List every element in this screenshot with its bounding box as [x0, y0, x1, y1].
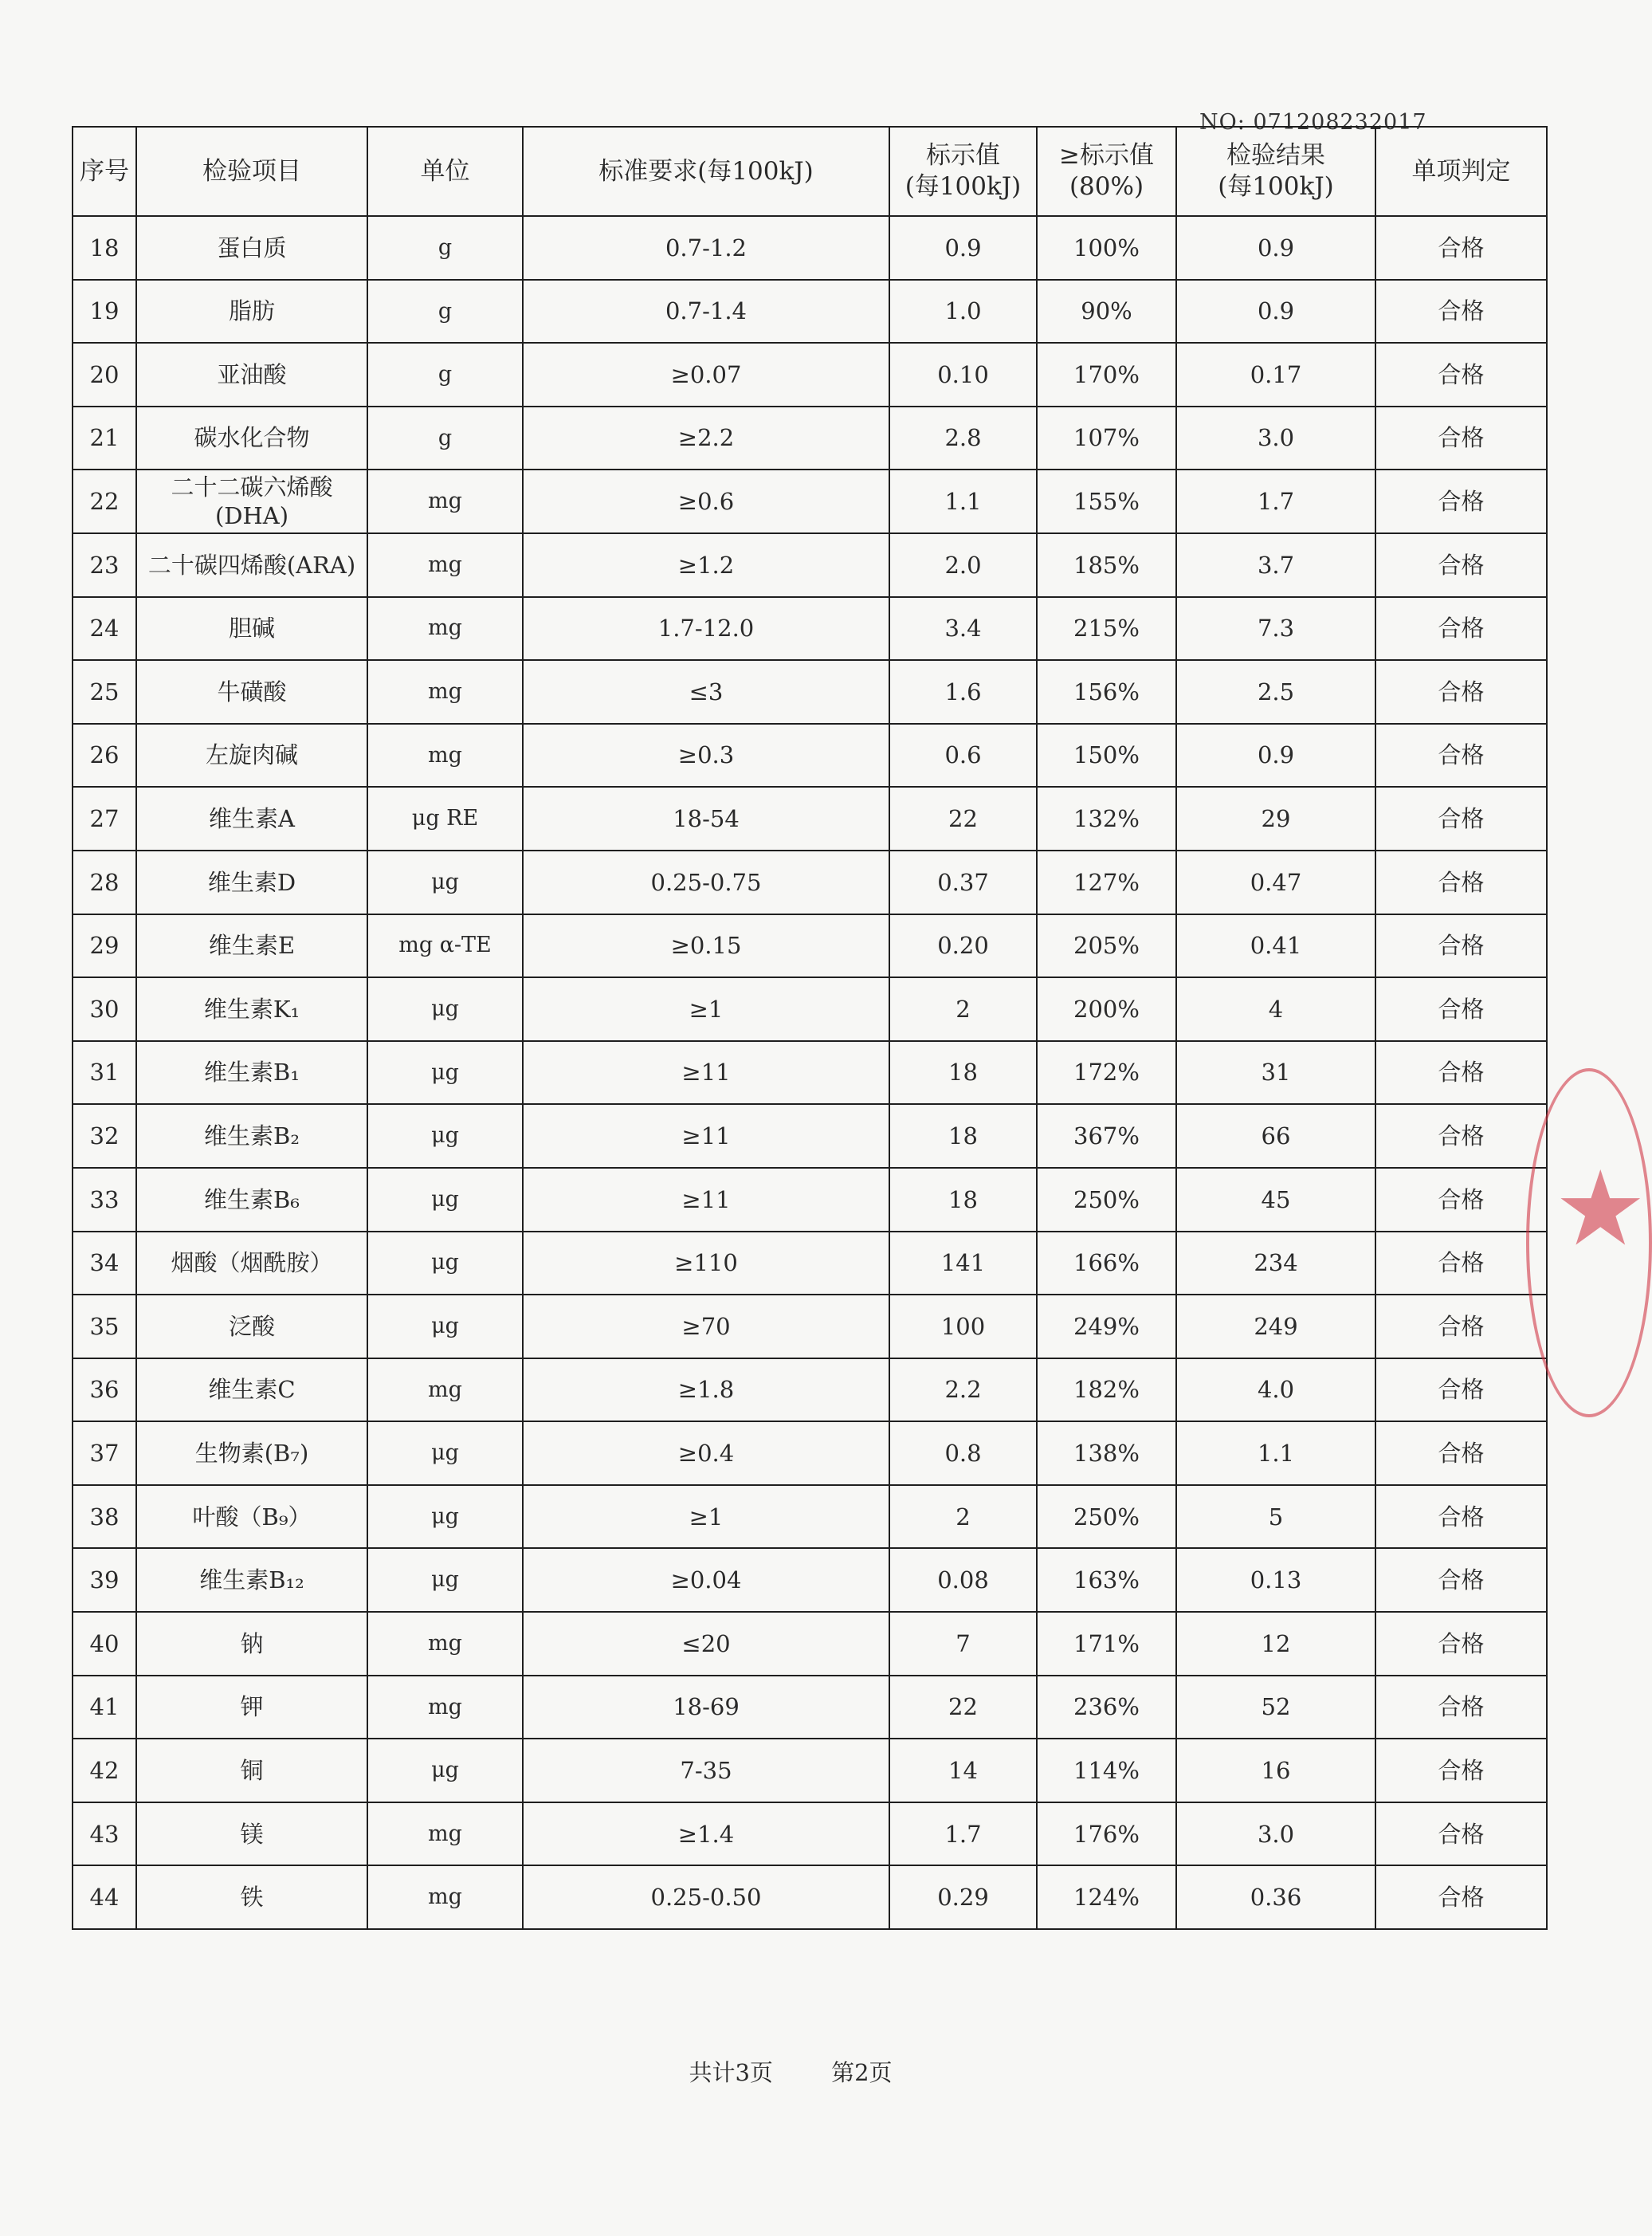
- table-row: [73, 914, 1547, 978]
- label-value: 2: [889, 1485, 1037, 1549]
- unit: mg: [367, 1676, 523, 1739]
- row-number: 38: [73, 1485, 136, 1549]
- row-number: 30: [73, 977, 136, 1041]
- current-page: 第2页: [831, 2059, 893, 2086]
- label-value: 2.0: [889, 533, 1037, 597]
- item-name: 维生素B₆: [136, 1168, 367, 1232]
- test-result: 7.3: [1176, 597, 1375, 661]
- label-value: 0.20: [889, 914, 1037, 978]
- percent-of-label: 367%: [1037, 1104, 1176, 1168]
- percent-of-label: 114%: [1037, 1739, 1176, 1802]
- standard-requirement: ≥1.4: [523, 1802, 889, 1866]
- verdict: 合格: [1375, 977, 1547, 1041]
- standard-requirement: 0.7-1.2: [523, 216, 889, 280]
- label-value: 1.7: [889, 1802, 1037, 1866]
- percent-of-label: 156%: [1037, 660, 1176, 724]
- standard-requirement: 7-35: [523, 1739, 889, 1802]
- col-standard-header: 标准要求(每100kJ): [523, 127, 889, 216]
- unit: mg: [367, 1358, 523, 1422]
- test-result: 0.41: [1176, 914, 1375, 978]
- item-name: 蛋白质: [136, 216, 367, 280]
- table-row: [73, 1676, 1547, 1739]
- row-number: 19: [73, 280, 136, 344]
- unit: μg: [367, 1295, 523, 1358]
- unit: μg: [367, 1168, 523, 1232]
- label-value: 18: [889, 1104, 1037, 1168]
- percent-of-label: 250%: [1037, 1168, 1176, 1232]
- verdict: 合格: [1375, 1041, 1547, 1105]
- label-value: 14: [889, 1739, 1037, 1802]
- item-name: 二十碳四烯酸(ARA): [136, 533, 367, 597]
- col-percent-header: ≥标示值 (80%): [1037, 127, 1176, 216]
- unit: μg: [367, 1548, 523, 1612]
- page-footer: [0, 2055, 1581, 2088]
- verdict: 合格: [1375, 787, 1547, 851]
- unit: mg: [367, 533, 523, 597]
- table-row: [73, 1358, 1547, 1422]
- verdict: 合格: [1375, 1739, 1547, 1802]
- label-value: 1.0: [889, 280, 1037, 344]
- standard-requirement: 0.7-1.4: [523, 280, 889, 344]
- standard-requirement: ≥0.04: [523, 1548, 889, 1612]
- table-row: [73, 1485, 1547, 1549]
- row-number: 20: [73, 343, 136, 407]
- col-label-value-header: 标示值 (每100kJ): [889, 127, 1037, 216]
- verdict: 合格: [1375, 1421, 1547, 1485]
- label-value: 0.29: [889, 1865, 1037, 1929]
- verdict: 合格: [1375, 660, 1547, 724]
- row-number: 26: [73, 724, 136, 788]
- test-result: 1.1: [1176, 1421, 1375, 1485]
- table-row: [73, 216, 1547, 280]
- col-unit-header: 单位: [367, 127, 523, 216]
- unit: μg: [367, 977, 523, 1041]
- table-row: [73, 1104, 1547, 1168]
- verdict: 合格: [1375, 724, 1547, 788]
- standard-requirement: ≥11: [523, 1104, 889, 1168]
- test-result: 0.36: [1176, 1865, 1375, 1929]
- test-result: 1.7: [1176, 470, 1375, 533]
- standard-requirement: 18-54: [523, 787, 889, 851]
- percent-of-label: 172%: [1037, 1041, 1176, 1105]
- percent-of-label: 185%: [1037, 533, 1176, 597]
- item-name: 胆碱: [136, 597, 367, 661]
- standard-requirement: ≥11: [523, 1041, 889, 1105]
- row-number: 27: [73, 787, 136, 851]
- label-value: 1.6: [889, 660, 1037, 724]
- item-name: 维生素K₁: [136, 977, 367, 1041]
- row-number: 21: [73, 407, 136, 470]
- standard-requirement: ≥0.15: [523, 914, 889, 978]
- label-value: 7: [889, 1612, 1037, 1676]
- unit: mg: [367, 724, 523, 788]
- test-result: 66: [1176, 1104, 1375, 1168]
- percent-of-label: 166%: [1037, 1232, 1176, 1295]
- percent-of-label: 107%: [1037, 407, 1176, 470]
- row-number: 31: [73, 1041, 136, 1105]
- table-row: [73, 1041, 1547, 1105]
- label-value: 22: [889, 787, 1037, 851]
- verdict: 合格: [1375, 597, 1547, 661]
- standard-requirement: ≥1: [523, 1485, 889, 1549]
- test-result: 16: [1176, 1739, 1375, 1802]
- percent-of-label: 200%: [1037, 977, 1176, 1041]
- test-result: 4.0: [1176, 1358, 1375, 1422]
- item-name: 镁: [136, 1802, 367, 1866]
- test-result: 0.9: [1176, 216, 1375, 280]
- percent-of-label: 250%: [1037, 1485, 1176, 1549]
- standard-requirement: ≥1.8: [523, 1358, 889, 1422]
- unit: mg: [367, 660, 523, 724]
- verdict: 合格: [1375, 1802, 1547, 1866]
- label-value: 1.1: [889, 470, 1037, 533]
- label-value: 2: [889, 977, 1037, 1041]
- item-name: 维生素E: [136, 914, 367, 978]
- percent-of-label: 215%: [1037, 597, 1176, 661]
- table-row: [73, 407, 1547, 470]
- table-row: [73, 977, 1547, 1041]
- row-number: 42: [73, 1739, 136, 1802]
- item-name: 维生素B₂: [136, 1104, 367, 1168]
- test-result: 0.9: [1176, 724, 1375, 788]
- table-body: [73, 216, 1547, 1929]
- verdict: 合格: [1375, 1612, 1547, 1676]
- verdict: 合格: [1375, 1104, 1547, 1168]
- percent-of-label: 182%: [1037, 1358, 1176, 1422]
- unit: μg: [367, 1421, 523, 1485]
- label-value: 0.10: [889, 343, 1037, 407]
- item-name: 钠: [136, 1612, 367, 1676]
- standard-requirement: ≥0.07: [523, 343, 889, 407]
- verdict: 合格: [1375, 851, 1547, 914]
- row-number: 22: [73, 470, 136, 533]
- test-result: 4: [1176, 977, 1375, 1041]
- row-number: 36: [73, 1358, 136, 1422]
- label-value: 22: [889, 1676, 1037, 1739]
- standard-requirement: ≥1.2: [523, 533, 889, 597]
- item-name: 二十二碳六烯酸 (DHA): [136, 470, 367, 533]
- table-row: [73, 280, 1547, 344]
- item-name: 左旋肉碱: [136, 724, 367, 788]
- col-no-header: 序号: [73, 127, 136, 216]
- item-name: 泛酸: [136, 1295, 367, 1358]
- table-row: [73, 1739, 1547, 1802]
- test-result: 0.17: [1176, 343, 1375, 407]
- row-number: 41: [73, 1676, 136, 1739]
- row-number: 24: [73, 597, 136, 661]
- percent-of-label: 236%: [1037, 1676, 1176, 1739]
- unit: μg: [367, 1104, 523, 1168]
- verdict: 合格: [1375, 280, 1547, 344]
- standard-requirement: ≥11: [523, 1168, 889, 1232]
- table-header-row: [73, 127, 1547, 216]
- row-number: 28: [73, 851, 136, 914]
- verdict: 合格: [1375, 914, 1547, 978]
- unit: g: [367, 216, 523, 280]
- percent-of-label: 127%: [1037, 851, 1176, 914]
- item-name: 维生素C: [136, 1358, 367, 1422]
- standard-requirement: 1.7-12.0: [523, 597, 889, 661]
- unit: g: [367, 407, 523, 470]
- verdict: 合格: [1375, 1295, 1547, 1358]
- standard-requirement: ≥0.4: [523, 1421, 889, 1485]
- col-item-header: 检验项目: [136, 127, 367, 216]
- standard-requirement: ≥70: [523, 1295, 889, 1358]
- table-row: [73, 1295, 1547, 1358]
- row-number: 39: [73, 1548, 136, 1612]
- percent-of-label: 124%: [1037, 1865, 1176, 1929]
- unit: μg: [367, 1485, 523, 1549]
- item-name: 维生素B₁: [136, 1041, 367, 1105]
- label-value: 0.08: [889, 1548, 1037, 1612]
- standard-requirement: ≥110: [523, 1232, 889, 1295]
- row-number: 29: [73, 914, 136, 978]
- col-result-header: 检验结果 (每100kJ): [1176, 127, 1375, 216]
- label-value: 100: [889, 1295, 1037, 1358]
- table-row: [73, 470, 1547, 533]
- item-name: 铜: [136, 1739, 367, 1802]
- test-result: 5: [1176, 1485, 1375, 1549]
- test-result: 31: [1176, 1041, 1375, 1105]
- standard-requirement: 0.25-0.75: [523, 851, 889, 914]
- item-name: 亚油酸: [136, 343, 367, 407]
- percent-of-label: 163%: [1037, 1548, 1176, 1612]
- row-number: 25: [73, 660, 136, 724]
- verdict: 合格: [1375, 343, 1547, 407]
- verdict: 合格: [1375, 1865, 1547, 1929]
- test-result: 2.5: [1176, 660, 1375, 724]
- test-result: 52: [1176, 1676, 1375, 1739]
- test-result: 0.9: [1176, 280, 1375, 344]
- percent-of-label: 205%: [1037, 914, 1176, 978]
- table-row: [73, 787, 1547, 851]
- standard-requirement: ≥2.2: [523, 407, 889, 470]
- table-row: [73, 533, 1547, 597]
- label-value: 141: [889, 1232, 1037, 1295]
- item-name: 烟酸（烟酰胺）: [136, 1232, 367, 1295]
- standard-requirement: ≥1: [523, 977, 889, 1041]
- table-row: [73, 1548, 1547, 1612]
- percent-of-label: 170%: [1037, 343, 1176, 407]
- inspection-results-table: [72, 126, 1548, 1930]
- percent-of-label: 249%: [1037, 1295, 1176, 1358]
- label-value: 0.6: [889, 724, 1037, 788]
- test-result: 234: [1176, 1232, 1375, 1295]
- row-number: 35: [73, 1295, 136, 1358]
- standard-requirement: 0.25-0.50: [523, 1865, 889, 1929]
- unit: μg: [367, 1739, 523, 1802]
- standard-requirement: ≤3: [523, 660, 889, 724]
- row-number: 43: [73, 1802, 136, 1866]
- unit: mg: [367, 597, 523, 661]
- item-name: 维生素D: [136, 851, 367, 914]
- percent-of-label: 150%: [1037, 724, 1176, 788]
- table-row: [73, 1865, 1547, 1929]
- verdict: 合格: [1375, 533, 1547, 597]
- test-result: 249: [1176, 1295, 1375, 1358]
- standard-requirement: ≥0.6: [523, 470, 889, 533]
- test-result: 3.0: [1176, 1802, 1375, 1866]
- table-row: [73, 1421, 1547, 1485]
- test-result: 3.0: [1176, 407, 1375, 470]
- seal-star-icon: ★: [1554, 1148, 1647, 1269]
- table-row: [73, 1168, 1547, 1232]
- unit: g: [367, 280, 523, 344]
- table-row: [73, 1612, 1547, 1676]
- row-number: 34: [73, 1232, 136, 1295]
- col-verdict-header: 单项判定: [1375, 127, 1547, 216]
- label-value: 2.8: [889, 407, 1037, 470]
- verdict: 合格: [1375, 470, 1547, 533]
- item-name: 维生素A: [136, 787, 367, 851]
- unit: μg: [367, 1232, 523, 1295]
- report-number: NO: 071208232017: [1199, 110, 1427, 135]
- standard-requirement: ≥0.3: [523, 724, 889, 788]
- verdict: 合格: [1375, 407, 1547, 470]
- table-row: [73, 851, 1547, 914]
- test-result: 45: [1176, 1168, 1375, 1232]
- row-number: 18: [73, 216, 136, 280]
- unit: mg: [367, 1865, 523, 1929]
- item-name: 脂肪: [136, 280, 367, 344]
- row-number: 32: [73, 1104, 136, 1168]
- item-name: 叶酸（B₉）: [136, 1485, 367, 1549]
- test-result: 3.7: [1176, 533, 1375, 597]
- standard-requirement: ≤20: [523, 1612, 889, 1676]
- row-number: 44: [73, 1865, 136, 1929]
- item-name: 牛磺酸: [136, 660, 367, 724]
- test-result: 0.13: [1176, 1548, 1375, 1612]
- percent-of-label: 90%: [1037, 280, 1176, 344]
- label-value: 3.4: [889, 597, 1037, 661]
- label-value: 18: [889, 1168, 1037, 1232]
- unit: g: [367, 343, 523, 407]
- unit: mg: [367, 1612, 523, 1676]
- verdict: 合格: [1375, 1358, 1547, 1422]
- verdict: 合格: [1375, 1232, 1547, 1295]
- row-number: 23: [73, 533, 136, 597]
- unit: μg RE: [367, 787, 523, 851]
- label-value: 0.9: [889, 216, 1037, 280]
- percent-of-label: 176%: [1037, 1802, 1176, 1866]
- row-number: 40: [73, 1612, 136, 1676]
- table-row: [73, 1802, 1547, 1866]
- percent-of-label: 132%: [1037, 787, 1176, 851]
- item-name: 维生素B₁₂: [136, 1548, 367, 1612]
- percent-of-label: 138%: [1037, 1421, 1176, 1485]
- label-value: 0.8: [889, 1421, 1037, 1485]
- unit: μg: [367, 851, 523, 914]
- verdict: 合格: [1375, 1548, 1547, 1612]
- verdict: 合格: [1375, 1168, 1547, 1232]
- item-name: 铁: [136, 1865, 367, 1929]
- table-row: [73, 1232, 1547, 1295]
- item-name: 钾: [136, 1676, 367, 1739]
- item-name: 生物素(B₇): [136, 1421, 367, 1485]
- label-value: 0.37: [889, 851, 1037, 914]
- row-number: 33: [73, 1168, 136, 1232]
- unit: mg: [367, 470, 523, 533]
- unit: μg: [367, 1041, 523, 1105]
- table-row: [73, 597, 1547, 661]
- percent-of-label: 155%: [1037, 470, 1176, 533]
- label-value: 2.2: [889, 1358, 1037, 1422]
- verdict: 合格: [1375, 1485, 1547, 1549]
- test-result: 29: [1176, 787, 1375, 851]
- unit: mg: [367, 1802, 523, 1866]
- row-number: 37: [73, 1421, 136, 1485]
- item-name: 碳水化合物: [136, 407, 367, 470]
- unit: mg α-TE: [367, 914, 523, 978]
- verdict: 合格: [1375, 1676, 1547, 1739]
- percent-of-label: 100%: [1037, 216, 1176, 280]
- table-row: [73, 660, 1547, 724]
- percent-of-label: 171%: [1037, 1612, 1176, 1676]
- table-row: [73, 724, 1547, 788]
- label-value: 18: [889, 1041, 1037, 1105]
- standard-requirement: 18-69: [523, 1676, 889, 1739]
- table-row: [73, 343, 1547, 407]
- test-result: 12: [1176, 1612, 1375, 1676]
- total-pages: 共计3页: [689, 2059, 773, 2086]
- test-result: 0.47: [1176, 851, 1375, 914]
- verdict: 合格: [1375, 216, 1547, 280]
